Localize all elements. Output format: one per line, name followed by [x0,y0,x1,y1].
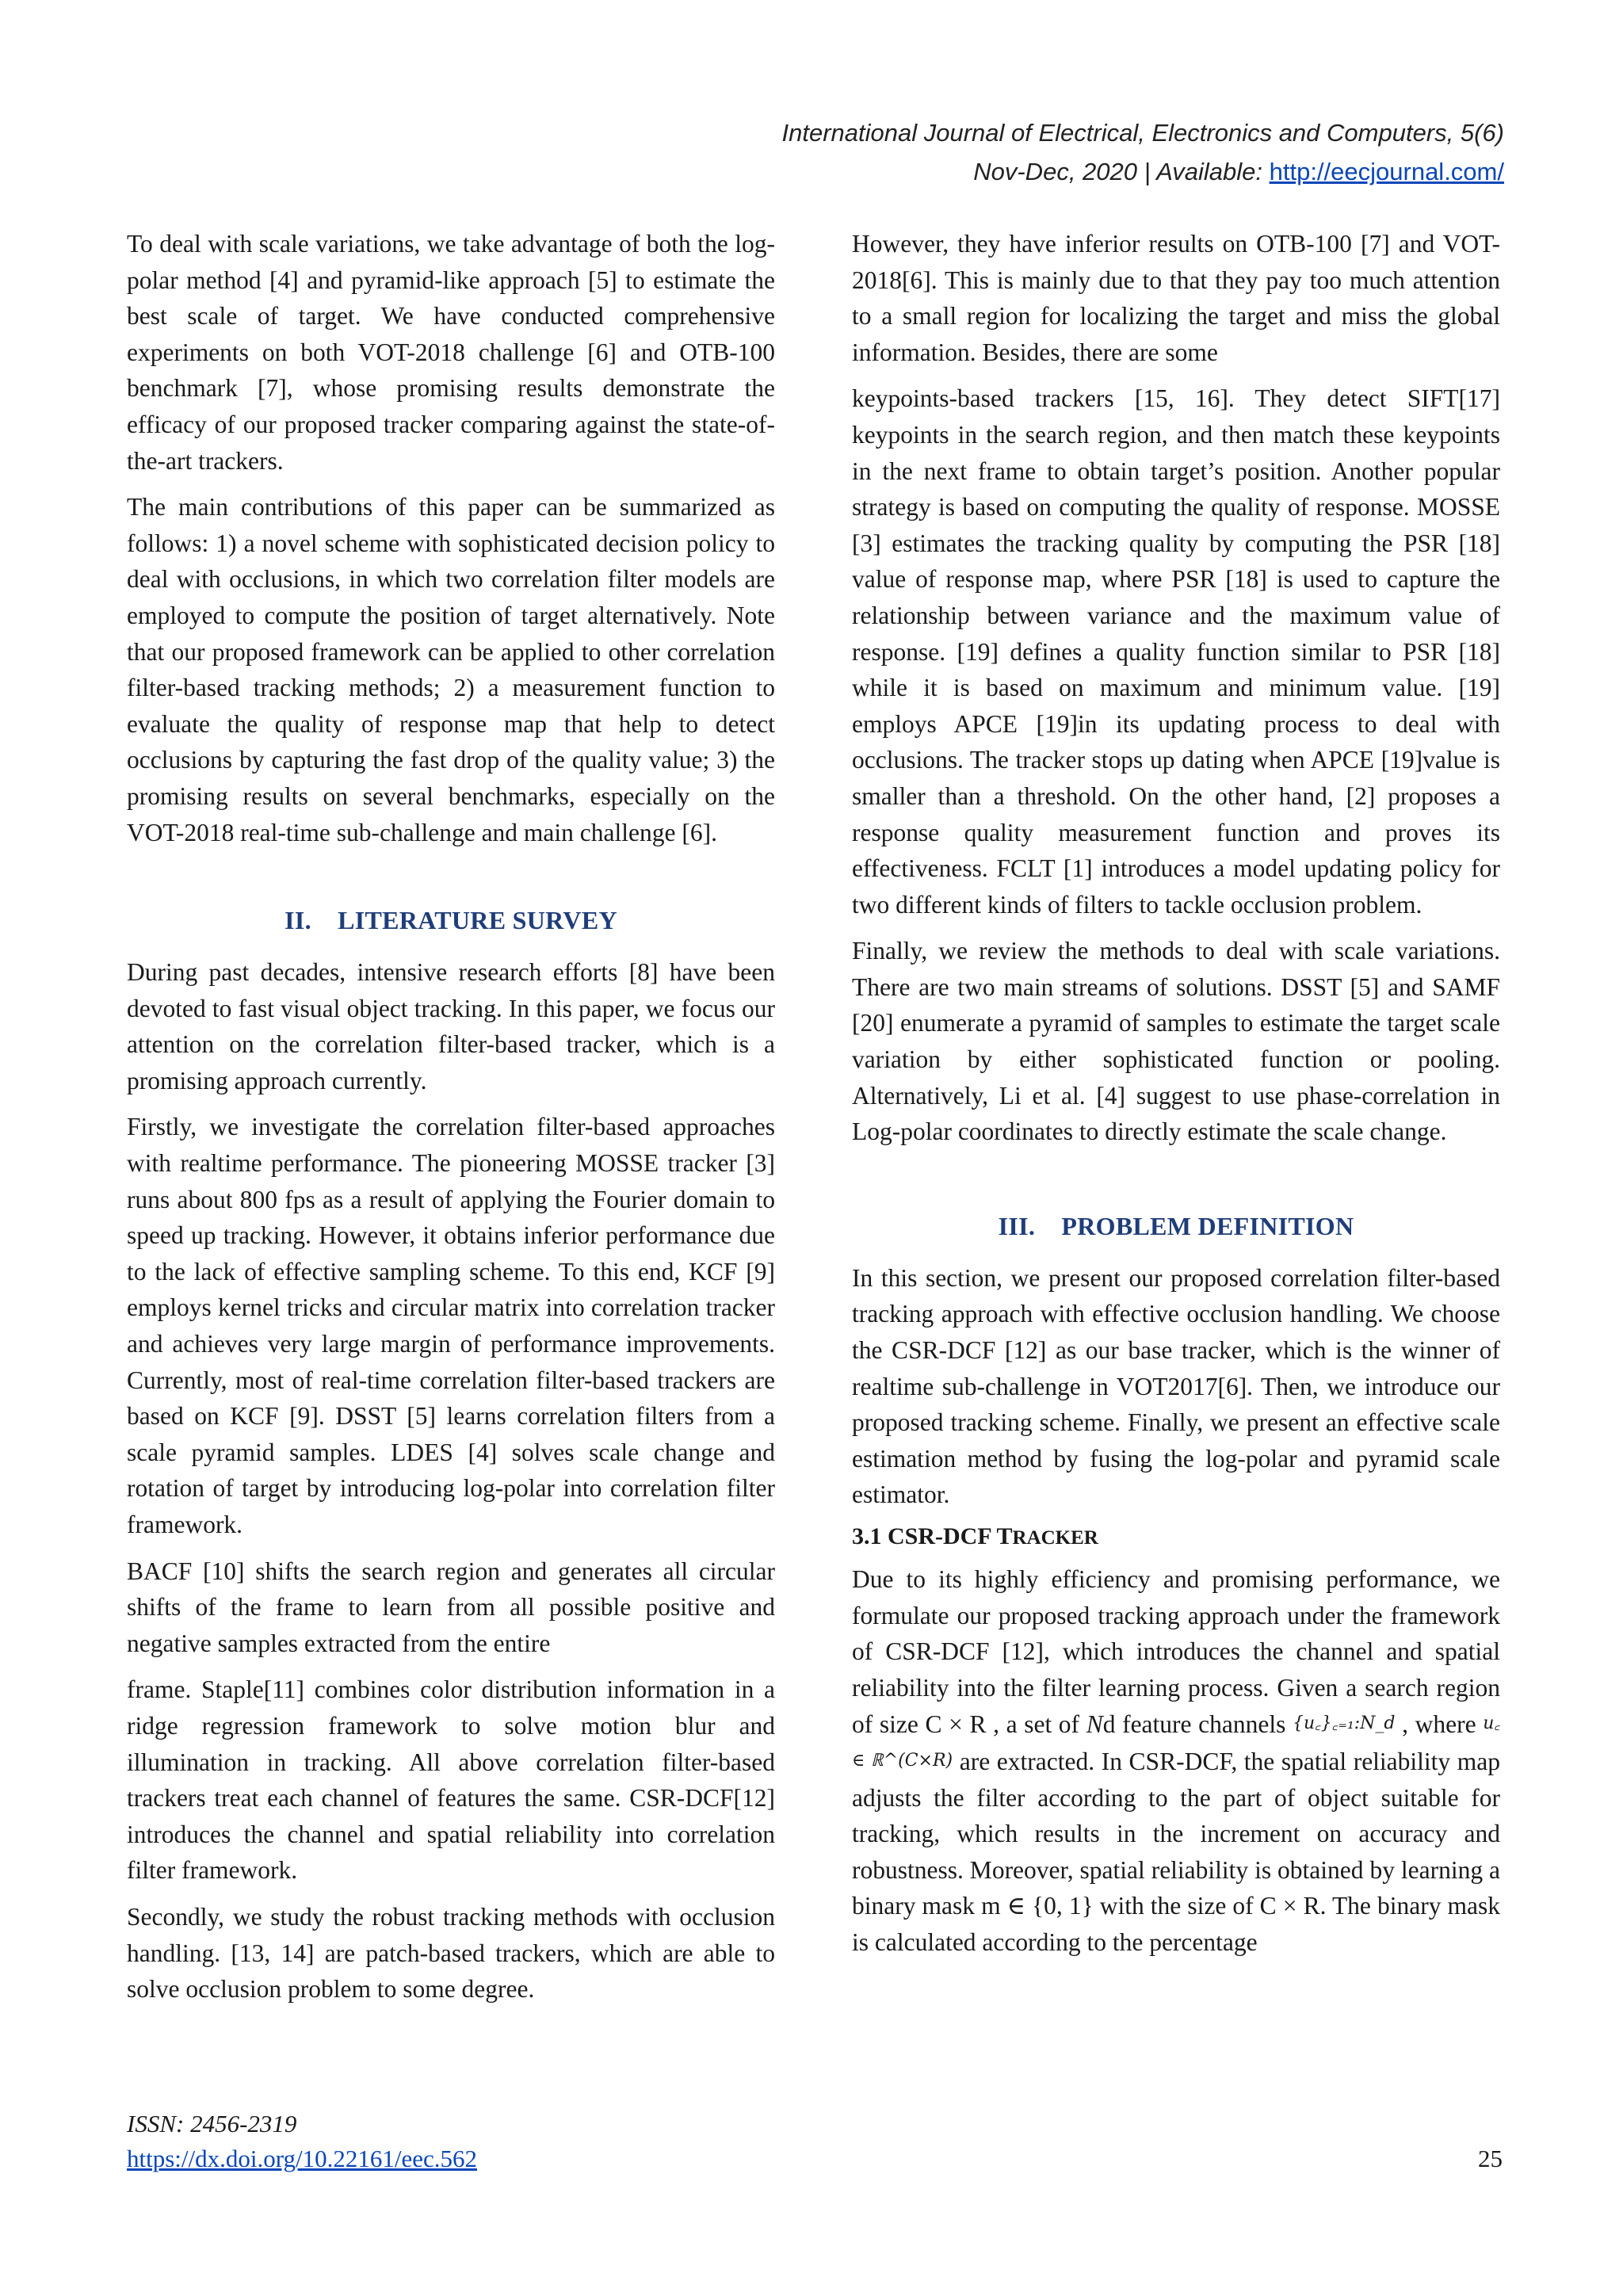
subsection-title-main: 3.1 CSR-DCF T [852,1523,1013,1549]
text-run: Due to its highly efficiency and promising performance, we formulate our proposed tracking approach under the framework of CSR-DCF [12], which introduces the channel and spatial reliability into the filter learning process. Given a search region of size C × R , a set of [852,1565,1500,1739]
paragraph: Secondly, we study the robust tracking methods with occlusion handling. [13, 14] are patch-based trackers, which are able to solve occlusion problem to some degree. [127,1902,775,2004]
journal-link[interactable]: http://eecjournal.com/ [1269,158,1504,185]
paragraph: BACF [10] shifts the search region and generates all circular shifts of the frame to learn from all possible positive and negative samples extracted from the entire [127,1557,775,1657]
paragraph: Finally, we review the methods to deal with scale variations. There are two main streams of solutions. DSST [5] and SAMF [20] enumerate a pyramid of samples to estimate the target scale variation by either sophisticated function or pooling. Alternatively, Li et al. [4] suggest to use phase-correlation in Log-polar coordinates to directly estimate the scale change. [852,937,1500,1146]
page-number: 25 [1478,2145,1503,2172]
right-column [852,226,1500,1971]
paragraph-with-equations [852,1561,1500,1961]
paragraph: To deal with scale variations, we take advantage of both the log-polar method [4] and pyramid-like approach [5] to estimate the best scale of target. We have conducted comprehensive experiments on both VOT-2018 challenge [6] and OTB-100 benchmark [7], whose promising results demonstrate the efficacy of our proposed tracker comparing against the state-of-the-art trackers. [127,230,775,475]
paragraph: frame. Staple[11] combines color distribution information in a ridge regression framework to solve motion blur and illumination in tracking. All above correlation filter-based trackers treat each channel of features the same. CSR-DCF[12] introduces the channel and spatial reliability into correlation filter framework. [127,1675,775,1885]
section-title: PROBLEM DEFINITION [1061,1211,1354,1240]
inline-equation-feature-set: {u꜀}꜀₌₁:N_d [1292,1713,1396,1734]
section-number: II. [285,906,311,935]
text-run: are extracted. In CSR-DCF, the spatial reliability map adjusts the filter according to the part of object suitable for tracking, which results in the increment on accuracy and robustness. Moreover, spatial reliability is obtained by learning a binary mask m ∈ {0, 1} with the size of C × R. The binary mask is calculated according to the percentage [852,1747,1500,1956]
left-column [127,226,775,2018]
subsection-heading [852,1523,1500,1550]
section-title: LITERATURE SURVEY [338,906,617,935]
subsection-title-smallcaps: RACKER [1012,1527,1098,1549]
paragraph: However, they have inferior results on OTB-100 [7] and VOT-2018[6]. This is mainly due to that they pay too much attention to a small region for localizing the target and miss the global information. Besides, there are some [852,230,1500,366]
doi-link[interactable]: https://dx.doi.org/10.22161/eec.562 [127,2145,478,2172]
inline-equation-feature-domain: u꜀ ∈ ℝ^(C×R) [852,1713,1501,1771]
running-header [782,113,1505,191]
issue-date: Nov-Dec, 2020 | Available: [973,158,1270,185]
issue-line [782,152,1505,191]
issn: ISSN: 2456-2319 [127,2110,297,2137]
section-heading-problem-definition [852,1212,1500,1241]
section-heading-literature-survey [127,906,775,935]
section-number: III. [998,1211,1036,1240]
paragraph: Firstly, we investigate the correlation filter-based approaches with realtime performance. The pioneering MOSSE tracker [3] runs about 800 fps as a result of applying the Fourier domain to speed up tracking. However, it obtains inferior performance due to the lack of effective sampling scheme. To this end, KCF [9] employs kernel tricks and circular matrix into correlation tracker and achieves very large margin of performance improvements. Currently, most of real-time correlation filter-based trackers are based on KCF [9]. DSST [5] learns correlation filters from a scale pyramid samples. LDES [4] solves scale change and rotation of target by introducing log-polar into correlation filter framework. [127,1113,775,1538]
paragraph: During past decades, intensive research efforts [8] have been devoted to fast visual object tracking. In this paper, we focus our attention on the correlation filter-based tracker, which is a promising approach currently. [127,958,775,1095]
journal-title: International Journal of Electrical, Electronics and Computers, 5(6) [781,119,1504,147]
paragraph: keypoints-based trackers [15, 16]. They detect SIFT[17] keypoints in the search region, and then match these keypoints in the next frame to obtain target’s position. Another popular strategy is based on computing the quality of response. MOSSE [3] estimates the tracking quality by computing the PSR [18] value of response map, where PSR [18] is used to capture the relationship between variance and the maximum value of response. [19] defines a quality function similar to PSR [18] while it is based on maximum and minimum value. [19] employs APCE [19]in its updating process to deal with occlusions. The tracker stops up dating when APCE [19]value is smaller than a threshold. On the other hand, [2] proposes a response quality measurement function and proves its effectiveness. FCLT [1] introduces a model updating policy for two different kinds of filters to tackle occlusion problem. [852,384,1500,919]
text-run-italic: N [1086,1710,1103,1739]
footer [127,2107,477,2176]
text-run: , where [1395,1710,1484,1739]
paragraph: In this section, we present our proposed correlation filter-based tracking approach with effective occlusion handling. We choose the CSR-DCF [12] as our base tracker, which is the winner of realtime sub-challenge in VOT2017[6]. Then, we introduce our proposed tracking scheme. Finally, we present an effective scale estimation method by fusing the log-polar and pyramid scale estimator. [852,1263,1500,1509]
text-run: d feature channels [1102,1710,1293,1739]
paragraph: The main contributions of this paper can be summarized as follows: 1) a novel scheme with sophisticated decision policy to deal with occlusions, in which two correlation filter models are employed to compute the position of target alternatively. Note that our proposed framework can be applied to other correlation filter-based tracking methods; 2) a measurement function to evaluate the quality of response map that help to detect occlusions by capturing the fast drop of the quality value; 3) the promising results on several benchmarks, especially on the VOT-2018 real-time sub-challenge and main challenge [6]. [127,493,775,846]
